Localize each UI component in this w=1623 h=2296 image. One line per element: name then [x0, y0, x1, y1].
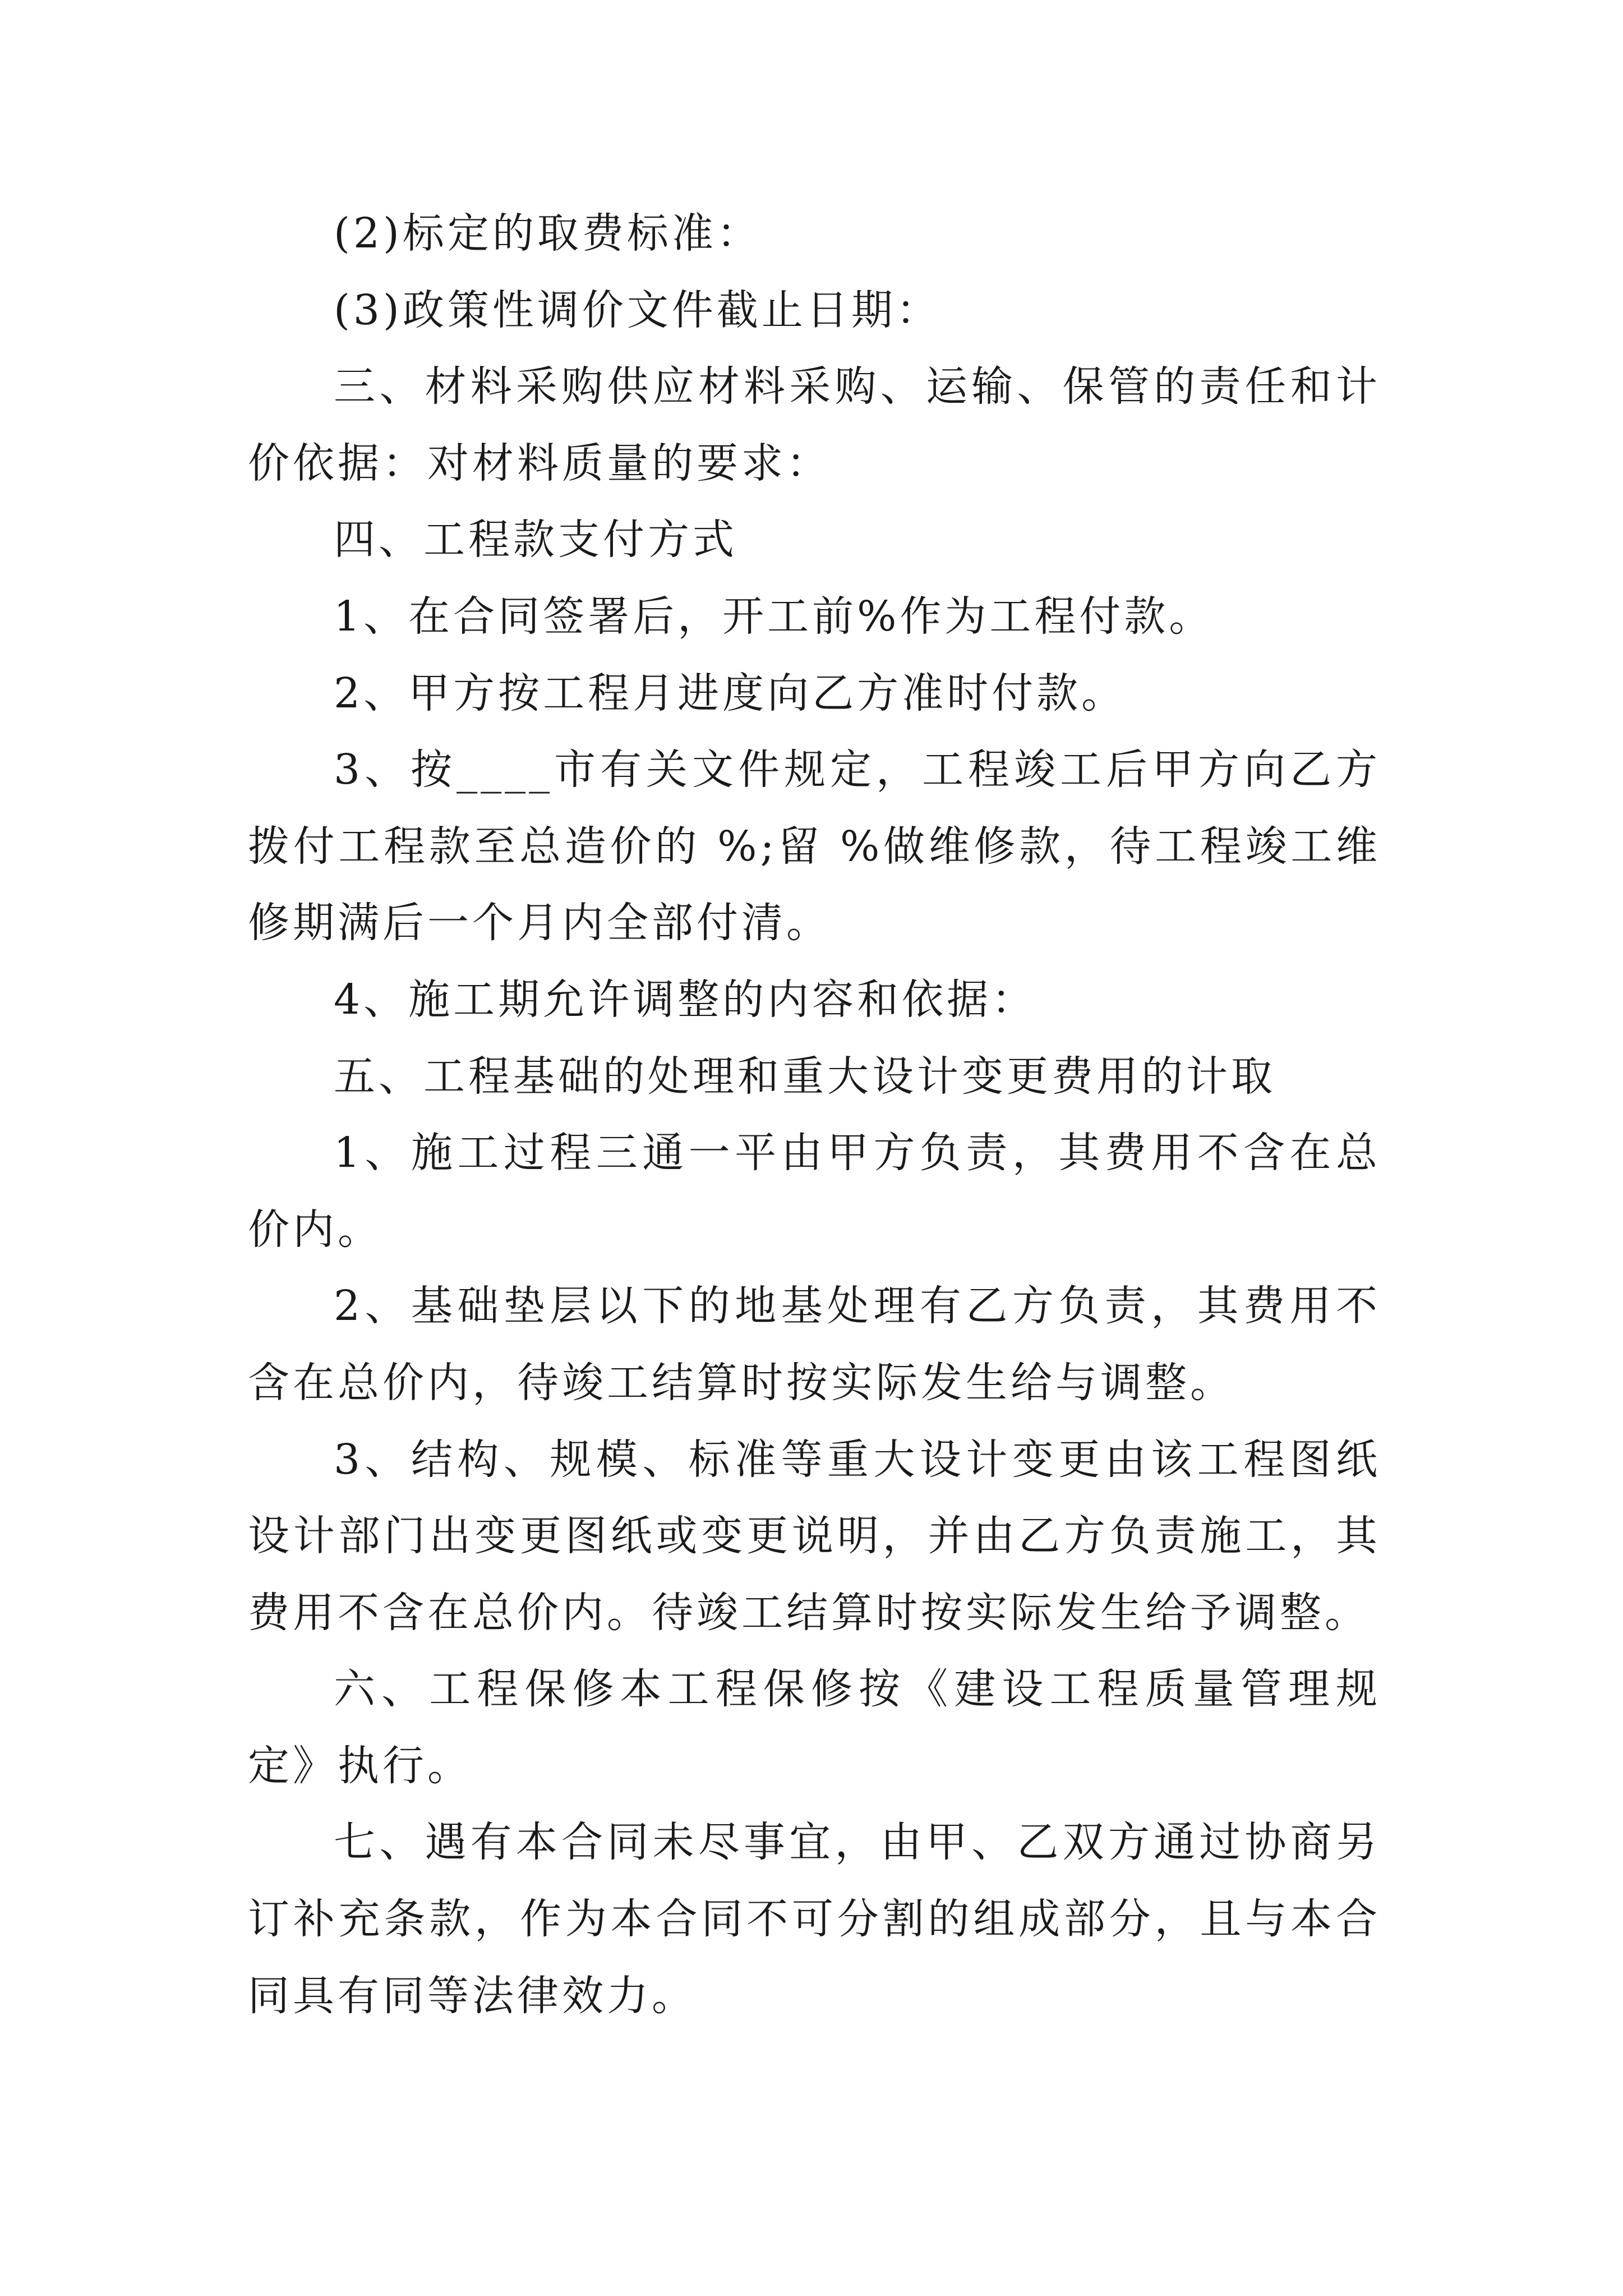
paragraph-foundation-1: 1、施工过程三通一平由甲方负责，其费用不含在总价内。: [248, 1129, 1381, 1254]
contract-text: [248, 195, 1381, 2034]
paragraph-material-procurement: 三、材料采购供应材料采购、运输、保管的责任和计价依据：对材料质量的要求：: [248, 362, 1381, 487]
section-heading-payment: 四、工程款支付方式: [334, 516, 737, 564]
paragraph-fee-standard: (2)标定的取费标准：: [334, 209, 762, 257]
paragraph-payment-3: 3、按____市有关文件规定，工程竣工后甲方向乙方拨付工程款至总造价的 %;留 %做维修款，待工程竣工维修期满后一个月内全部付清。: [248, 746, 1381, 947]
paragraph-payment-4: 4、施工期允许调整的内容和依据：: [334, 975, 1037, 1024]
paragraph-policy-deadline: (3)政策性调价文件截止日期：: [334, 286, 941, 334]
paragraph-supplementary: 七、遇有本合同未尽事宜，由甲、乙双方通过协商另订补充条款，作为本合同不可分割的组成部分，且与本合同具有同等法律效力。: [248, 1818, 1381, 2020]
paragraph-warranty: 六、工程保修本工程保修按《建设工程质量管理规定》执行。: [248, 1665, 1381, 1790]
section-heading-foundation: 五、工程基础的处理和重大设计变更费用的计取: [334, 1052, 1276, 1101]
paragraph-payment-1: 1、在合同签署后，开工前%作为工程付款。: [334, 592, 1214, 641]
paragraph-foundation-3: 3、结构、规模、标准等重大设计变更由该工程图纸设计部门出变更图纸或变更说明，并由乙方负责施工，其费用不含在总价内。待竣工结算时按实际发生给予调整。: [248, 1435, 1381, 1637]
paragraph-payment-2: 2、甲方按工程月进度向乙方准时付款。: [334, 669, 1127, 717]
paragraph-foundation-2: 2、基础垫层以下的地基处理有乙方负责，其费用不含在总价内，待竣工结算时按实际发生给与调整。: [248, 1282, 1381, 1407]
